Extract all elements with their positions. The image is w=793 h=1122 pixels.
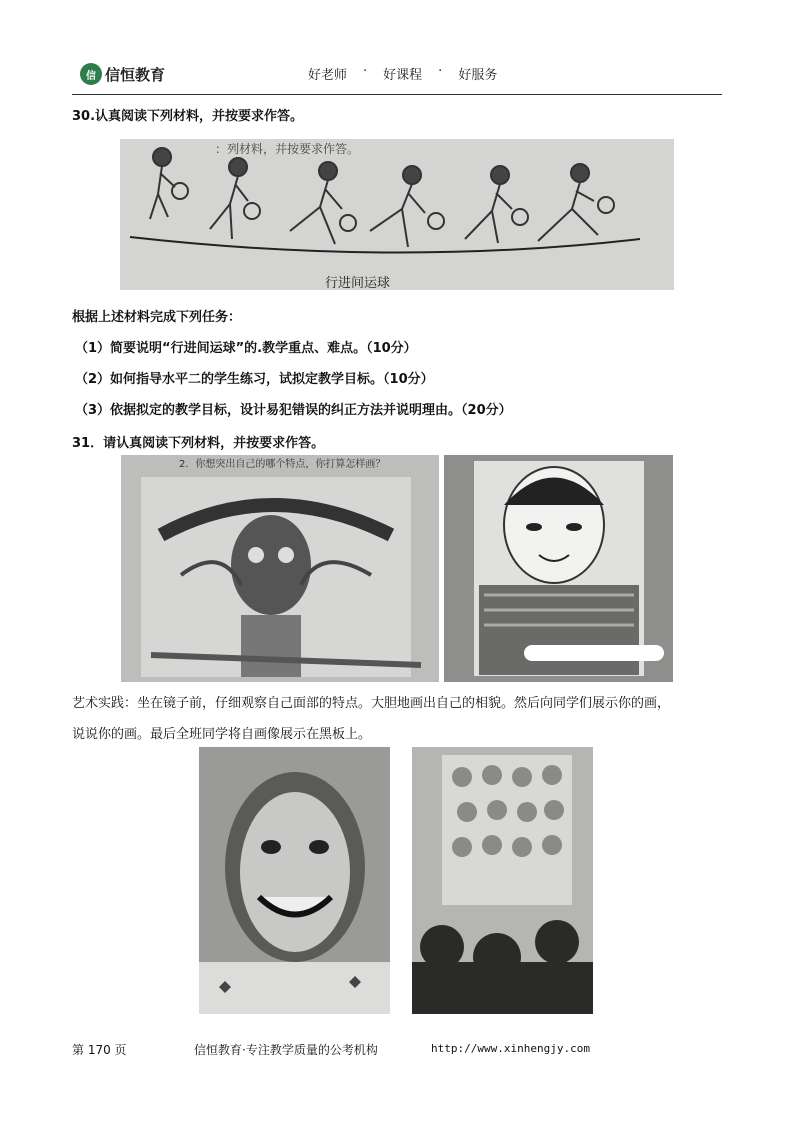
header-slogan xyxy=(308,64,497,83)
self-portrait-painting xyxy=(199,747,390,1014)
classroom-display-photo xyxy=(412,747,593,1014)
decorative-mask-drawing xyxy=(121,455,439,682)
art-practice-line-2: 说说你的画。最后全班同学将自画像展示在黑板上。 xyxy=(72,727,372,742)
question-30-title: 30.认真阅读下列材料，并按要求作答。 xyxy=(72,109,304,124)
brand-logo xyxy=(80,62,165,86)
slogan-item: 好老师 xyxy=(308,68,348,83)
page-number: 第 170 页 xyxy=(72,1043,127,1057)
slogan-item: 好服务 xyxy=(458,68,498,83)
figure-caption: 行进间运球 xyxy=(325,276,391,290)
task-item: （1）简要说明“行进间运球”的.教学重点、难点。（10分） xyxy=(75,341,417,356)
footer-org: 信恒教育·专注教学质量的公考机构 xyxy=(194,1043,378,1057)
figure-top-text: ：列材料，并按要求作答。 xyxy=(215,142,360,156)
dribbling-illustration xyxy=(120,139,674,290)
task-item: （2）如何指导水平二的学生练习，试拟定教学目标。（10分） xyxy=(75,372,434,387)
header-divider xyxy=(72,94,722,95)
question-31-title: 31．请认真阅读下列材料，并按要求作答。 xyxy=(72,436,325,451)
art-practice-line-1: 艺术实践：坐在镜子前，仔细观察自己面部的特点。大胆地画出自己的相貌。然后向同学们展示你的画， xyxy=(72,696,671,711)
figure-top-text: 2．你想突出自己的哪个特点，你打算怎样画？ xyxy=(179,459,386,470)
slogan-separator: · xyxy=(438,64,443,79)
boy-portrait-drawing xyxy=(444,455,673,682)
task-item: （3）依据拟定的教学目标，设计易犯错误的纠正方法并说明理由。（20分） xyxy=(75,403,512,418)
logo-text: 信恒教育 xyxy=(105,65,166,84)
logo-badge-icon: 信 xyxy=(80,63,102,85)
question-30-intro: 根据上述材料完成下列任务： xyxy=(72,310,242,325)
slogan-separator: · xyxy=(363,64,368,79)
slogan-item: 好课程 xyxy=(383,68,423,83)
footer-url-link[interactable]: http://www.xinhengjy.com xyxy=(431,1042,590,1055)
